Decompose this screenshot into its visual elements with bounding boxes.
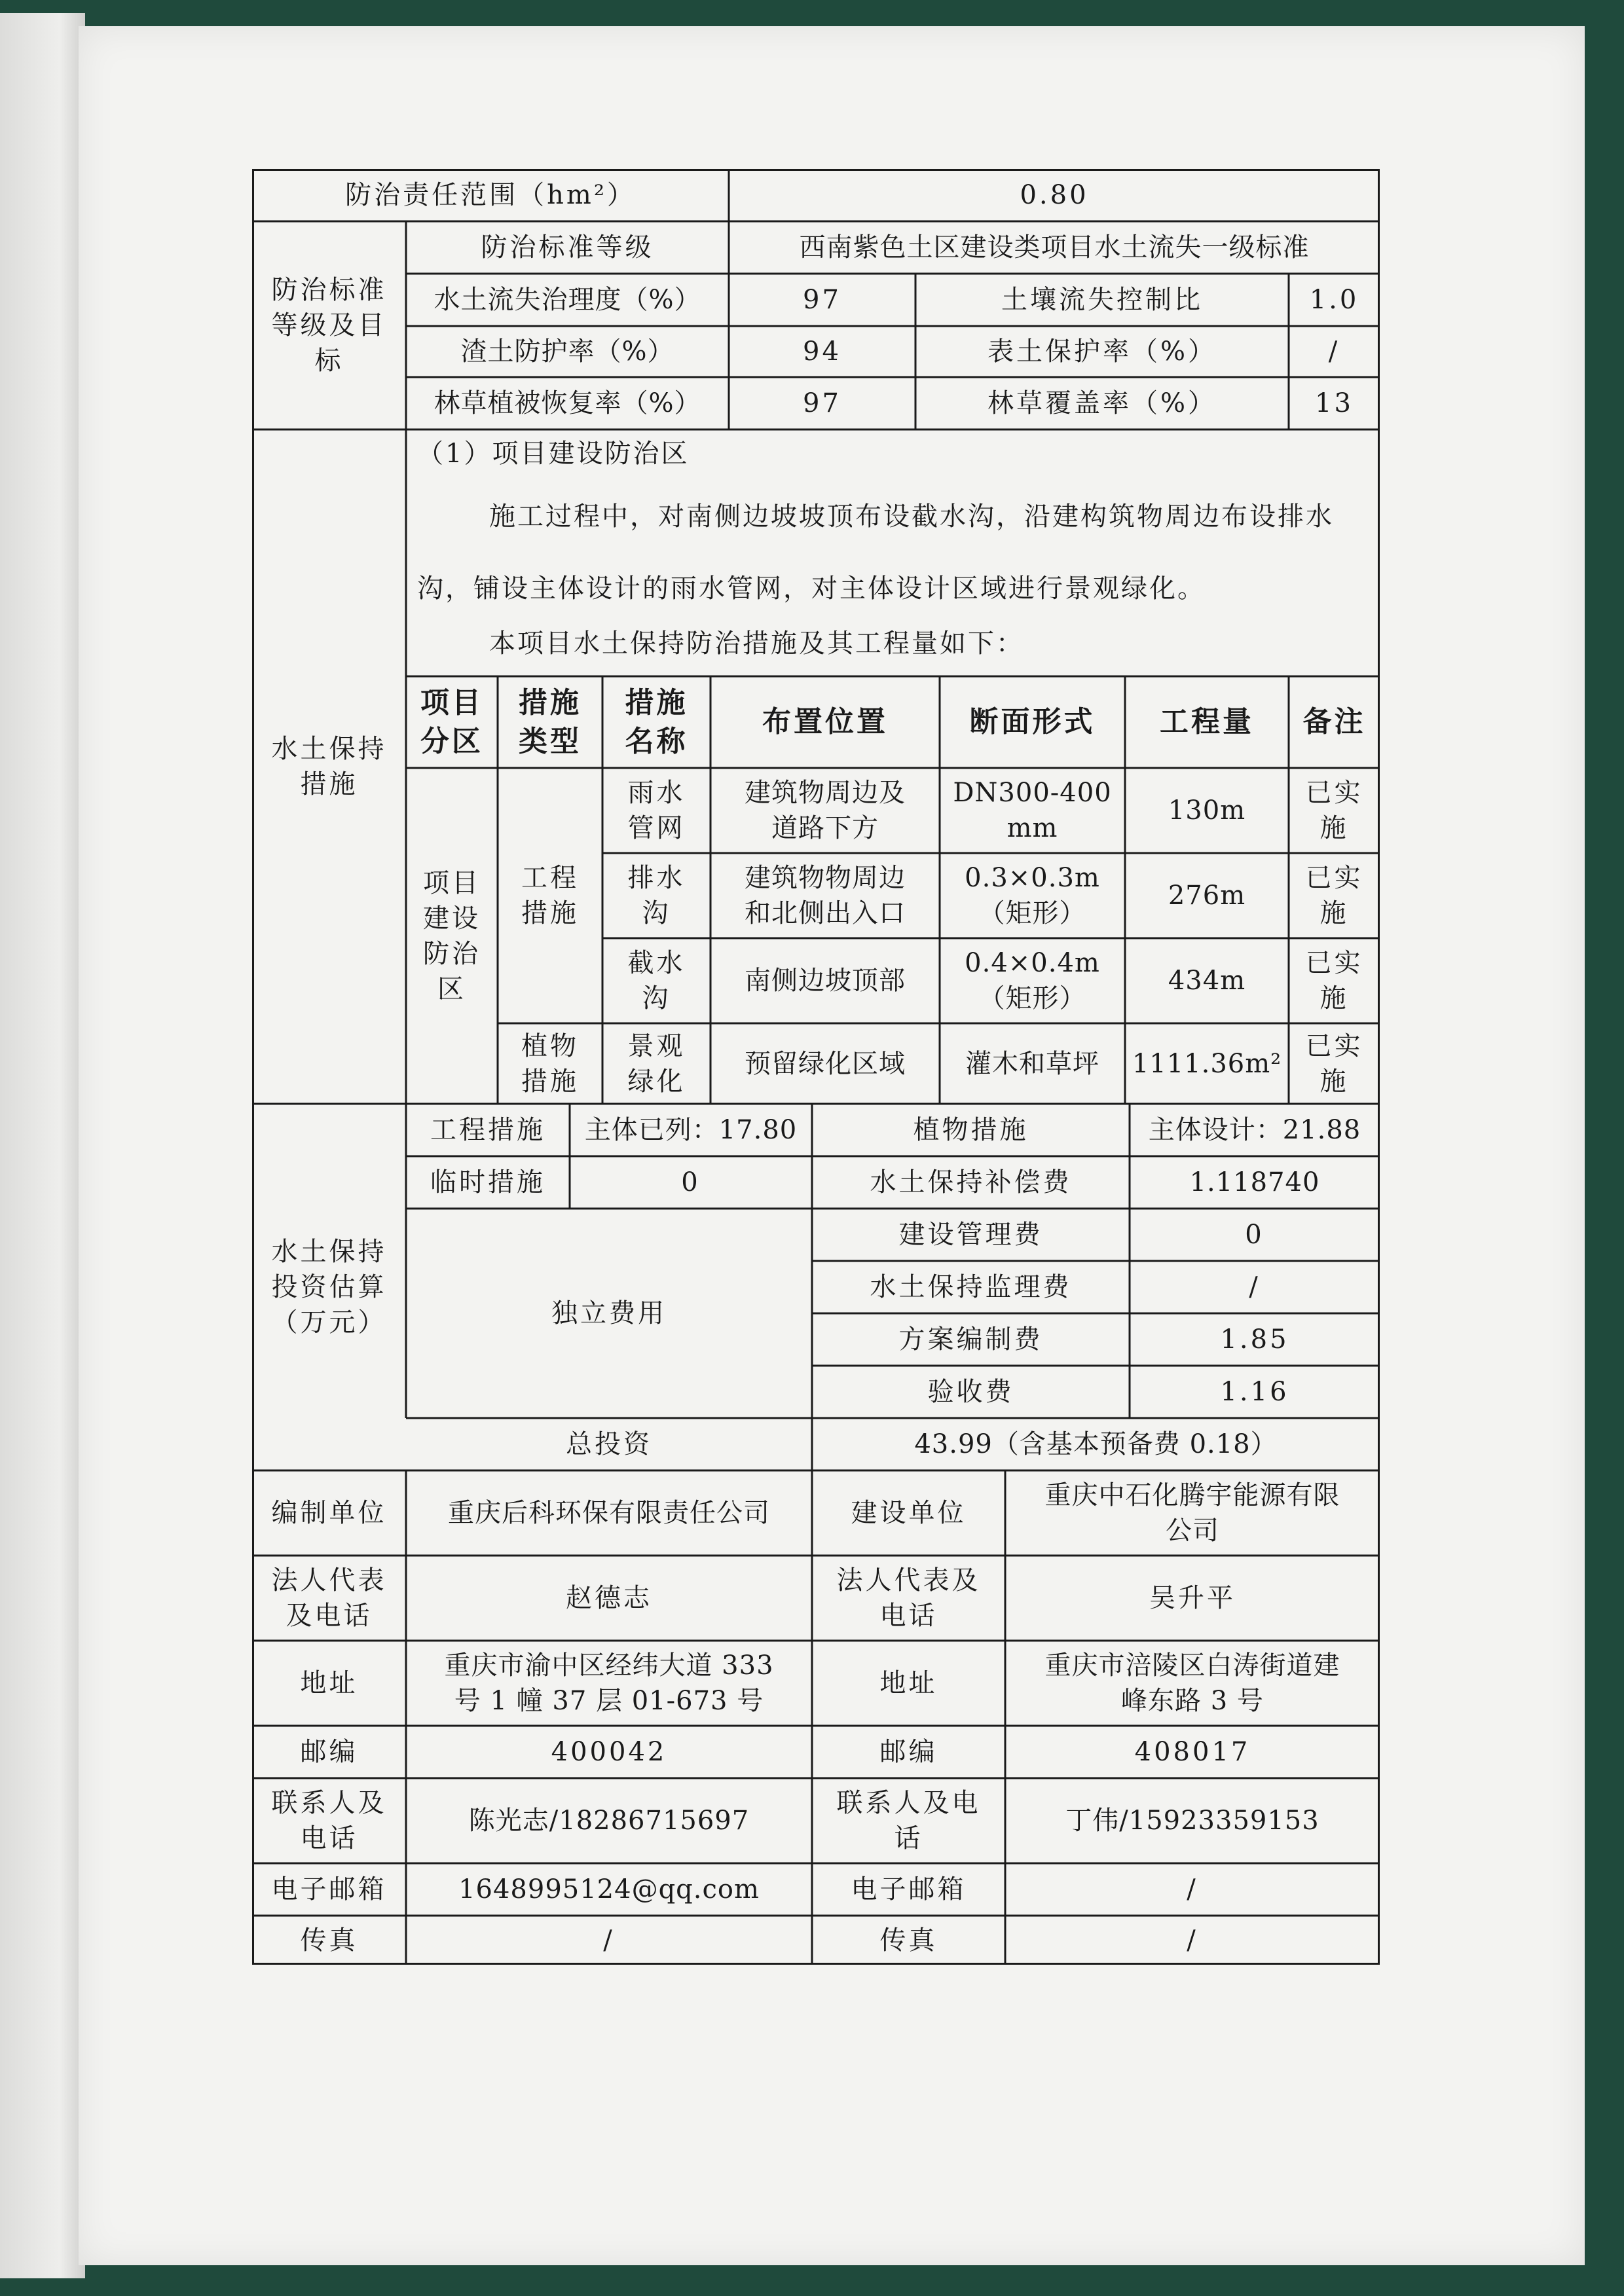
measure-section: 0.4×0.4m （矩形） (965, 948, 1100, 1013)
eng-label: 工程措施 (430, 1115, 545, 1145)
measure-name: 雨水 管网 (627, 778, 686, 843)
standard-level-label: 防治标准等级 (481, 232, 654, 263)
measure-section: 灌木和草坪 (965, 1048, 1099, 1079)
contact-label: 地址 (300, 1668, 358, 1698)
contact-label: 邮编 (879, 1737, 938, 1767)
indep-label: 独立费用 (551, 1298, 667, 1328)
measure-quantity: 434m (1168, 966, 1246, 996)
indep-item-value: 0 (1245, 1220, 1264, 1250)
contact-value: 陈光志/18286715697 (468, 1806, 750, 1836)
contact-value: 重庆市渝中区经纬大道 333 号 1 幢 37 层 01-673 号 (444, 1650, 774, 1716)
contact-value: / (1187, 1874, 1198, 1904)
target-value: / (1328, 337, 1340, 367)
total-label: 总投资 (566, 1429, 652, 1459)
measures-paragraph: 施工过程中，对南侧边坡坡顶布设截水沟，沿建构筑物周边布设排水沟，铺设主体设计的雨水管网，对主体设计区域进行景观绿化。 (417, 501, 1334, 604)
plant-label: 植物措施 (913, 1115, 1029, 1145)
contact-value: 重庆中石化腾宇能源有限 公司 (1044, 1480, 1340, 1546)
measure-name: 排水 沟 (627, 863, 686, 928)
contact-label: 法人代表及 电话 (836, 1565, 981, 1631)
measure-note: 已实 施 (1305, 948, 1363, 1013)
indep-item-value: / (1249, 1272, 1261, 1302)
measure-location: 南侧边坡顶部 (745, 966, 906, 996)
temp-value: 0 (681, 1167, 701, 1197)
measure-section: DN300-400 mm (953, 778, 1112, 843)
measure-name: 截水 沟 (627, 948, 686, 1013)
zone-title: （1）项目建设防治区 (417, 439, 690, 469)
measure-location: 建筑物物周边 和北侧出入口 (745, 863, 906, 928)
measures-intro: 本项目水土保持防治措施及其工程量如下： (489, 629, 1024, 659)
eng-value: 主体已列：17.80 (584, 1115, 798, 1145)
comp-value: 1.118740 (1189, 1167, 1320, 1197)
contact-value: 赵德志 (566, 1583, 652, 1613)
target-value: 13 (1315, 388, 1354, 418)
contact-label: 传真 (300, 1925, 358, 1956)
temp-label: 临时措施 (430, 1167, 545, 1197)
target-label: 渣土防护率（%） (460, 337, 674, 367)
indep-item-value: 1.16 (1220, 1377, 1289, 1407)
contact-value: 重庆市涪陵区白涛街道建 峰东路 3 号 (1044, 1650, 1340, 1716)
contact-label: 联系人及 电话 (271, 1788, 387, 1853)
header-quantity: 工程量 (1160, 705, 1254, 739)
contact-label: 法人代表 及电话 (271, 1565, 387, 1631)
target-label: 土壤流失控制比 (1001, 285, 1203, 315)
contact-value: 408017 (1134, 1737, 1251, 1767)
header-section: 断面形式 (969, 705, 1096, 739)
header-name: 措施 名称 (625, 685, 688, 758)
measure-location: 建筑物周边及 道路下方 (745, 778, 906, 843)
header-type: 措施 类型 (519, 685, 581, 758)
contact-label: 建设单位 (851, 1498, 967, 1528)
measures-group-label: 水土保持 措施 (271, 734, 387, 799)
contact-label: 地址 (879, 1668, 938, 1698)
measure-note: 已实 施 (1305, 863, 1363, 928)
contact-label: 编制单位 (271, 1498, 387, 1528)
contact-value: 丁伟/15923359153 (1065, 1806, 1320, 1836)
type-plant: 植物 措施 (521, 1030, 579, 1097)
target-value: 1.0 (1309, 285, 1359, 315)
header-zone: 项目 分区 (420, 685, 483, 758)
contact-label: 电子邮箱 (271, 1874, 387, 1904)
indep-item-label: 验收费 (927, 1377, 1014, 1407)
target-value: 97 (803, 388, 841, 418)
measure-quantity: 130m (1168, 795, 1246, 826)
target-value: 97 (803, 285, 841, 315)
investment-group-label: 水土保持 投资估算 （万元） (271, 1237, 387, 1338)
target-label: 水土流失治理度（%） (434, 285, 701, 315)
measure-note: 已实 施 (1305, 1030, 1363, 1097)
contact-value: / (603, 1925, 615, 1956)
indep-item-label: 水土保持监理费 (870, 1272, 1072, 1302)
measure-note: 已实 施 (1305, 778, 1363, 843)
measure-section: 0.3×0.3m （矩形） (965, 863, 1100, 928)
indep-item-value: 1.85 (1220, 1324, 1289, 1355)
contact-value: 1648995124@qq.com (458, 1874, 760, 1904)
measure-location: 预留绿化区域 (745, 1048, 906, 1079)
standard-level-value: 西南紫色土区建设类项目水土流失一级标准 (799, 232, 1310, 263)
plant-value: 主体设计：21.88 (1148, 1115, 1361, 1145)
target-value: 94 (803, 337, 841, 367)
contact-value: 吴升平 (1149, 1583, 1236, 1613)
contact-label: 联系人及电 话 (836, 1788, 981, 1853)
zone-cell: 项目 建设 防治 区 (423, 867, 481, 1004)
contact-label: 电子邮箱 (851, 1874, 967, 1904)
target-label: 表土保护率（%） (987, 337, 1217, 367)
target-label: 林草植被恢复率（%） (434, 388, 701, 418)
measure-quantity: 1111.36m² (1132, 1048, 1282, 1079)
contact-label: 传真 (879, 1925, 938, 1956)
left-page-edge (0, 13, 85, 2278)
standards-group-label: 防治标准 等级及目 标 (271, 275, 387, 376)
total-value: 43.99（含基本预备费 0.18） (914, 1429, 1278, 1459)
measure-name: 景观 绿化 (627, 1030, 686, 1097)
contact-label: 邮编 (300, 1737, 358, 1767)
contact-value: / (1187, 1925, 1198, 1956)
target-label: 林草覆盖率（%） (987, 388, 1217, 418)
contact-value: 400042 (551, 1737, 667, 1767)
scope-label: 防治责任范围（hm²） (345, 180, 636, 210)
report-table (252, 169, 1380, 1965)
indep-item-label: 方案编制费 (898, 1324, 1043, 1355)
type-engineering: 工程 措施 (521, 863, 579, 928)
comp-label: 水土保持补偿费 (870, 1167, 1072, 1197)
measure-quantity: 276m (1168, 881, 1246, 911)
scope-value: 0.80 (1020, 180, 1089, 210)
header-note: 备注 (1302, 705, 1366, 739)
contact-value: 重庆后科环保有限责任公司 (448, 1498, 770, 1528)
indep-item-label: 建设管理费 (898, 1220, 1043, 1250)
header-location: 布置位置 (762, 705, 888, 739)
